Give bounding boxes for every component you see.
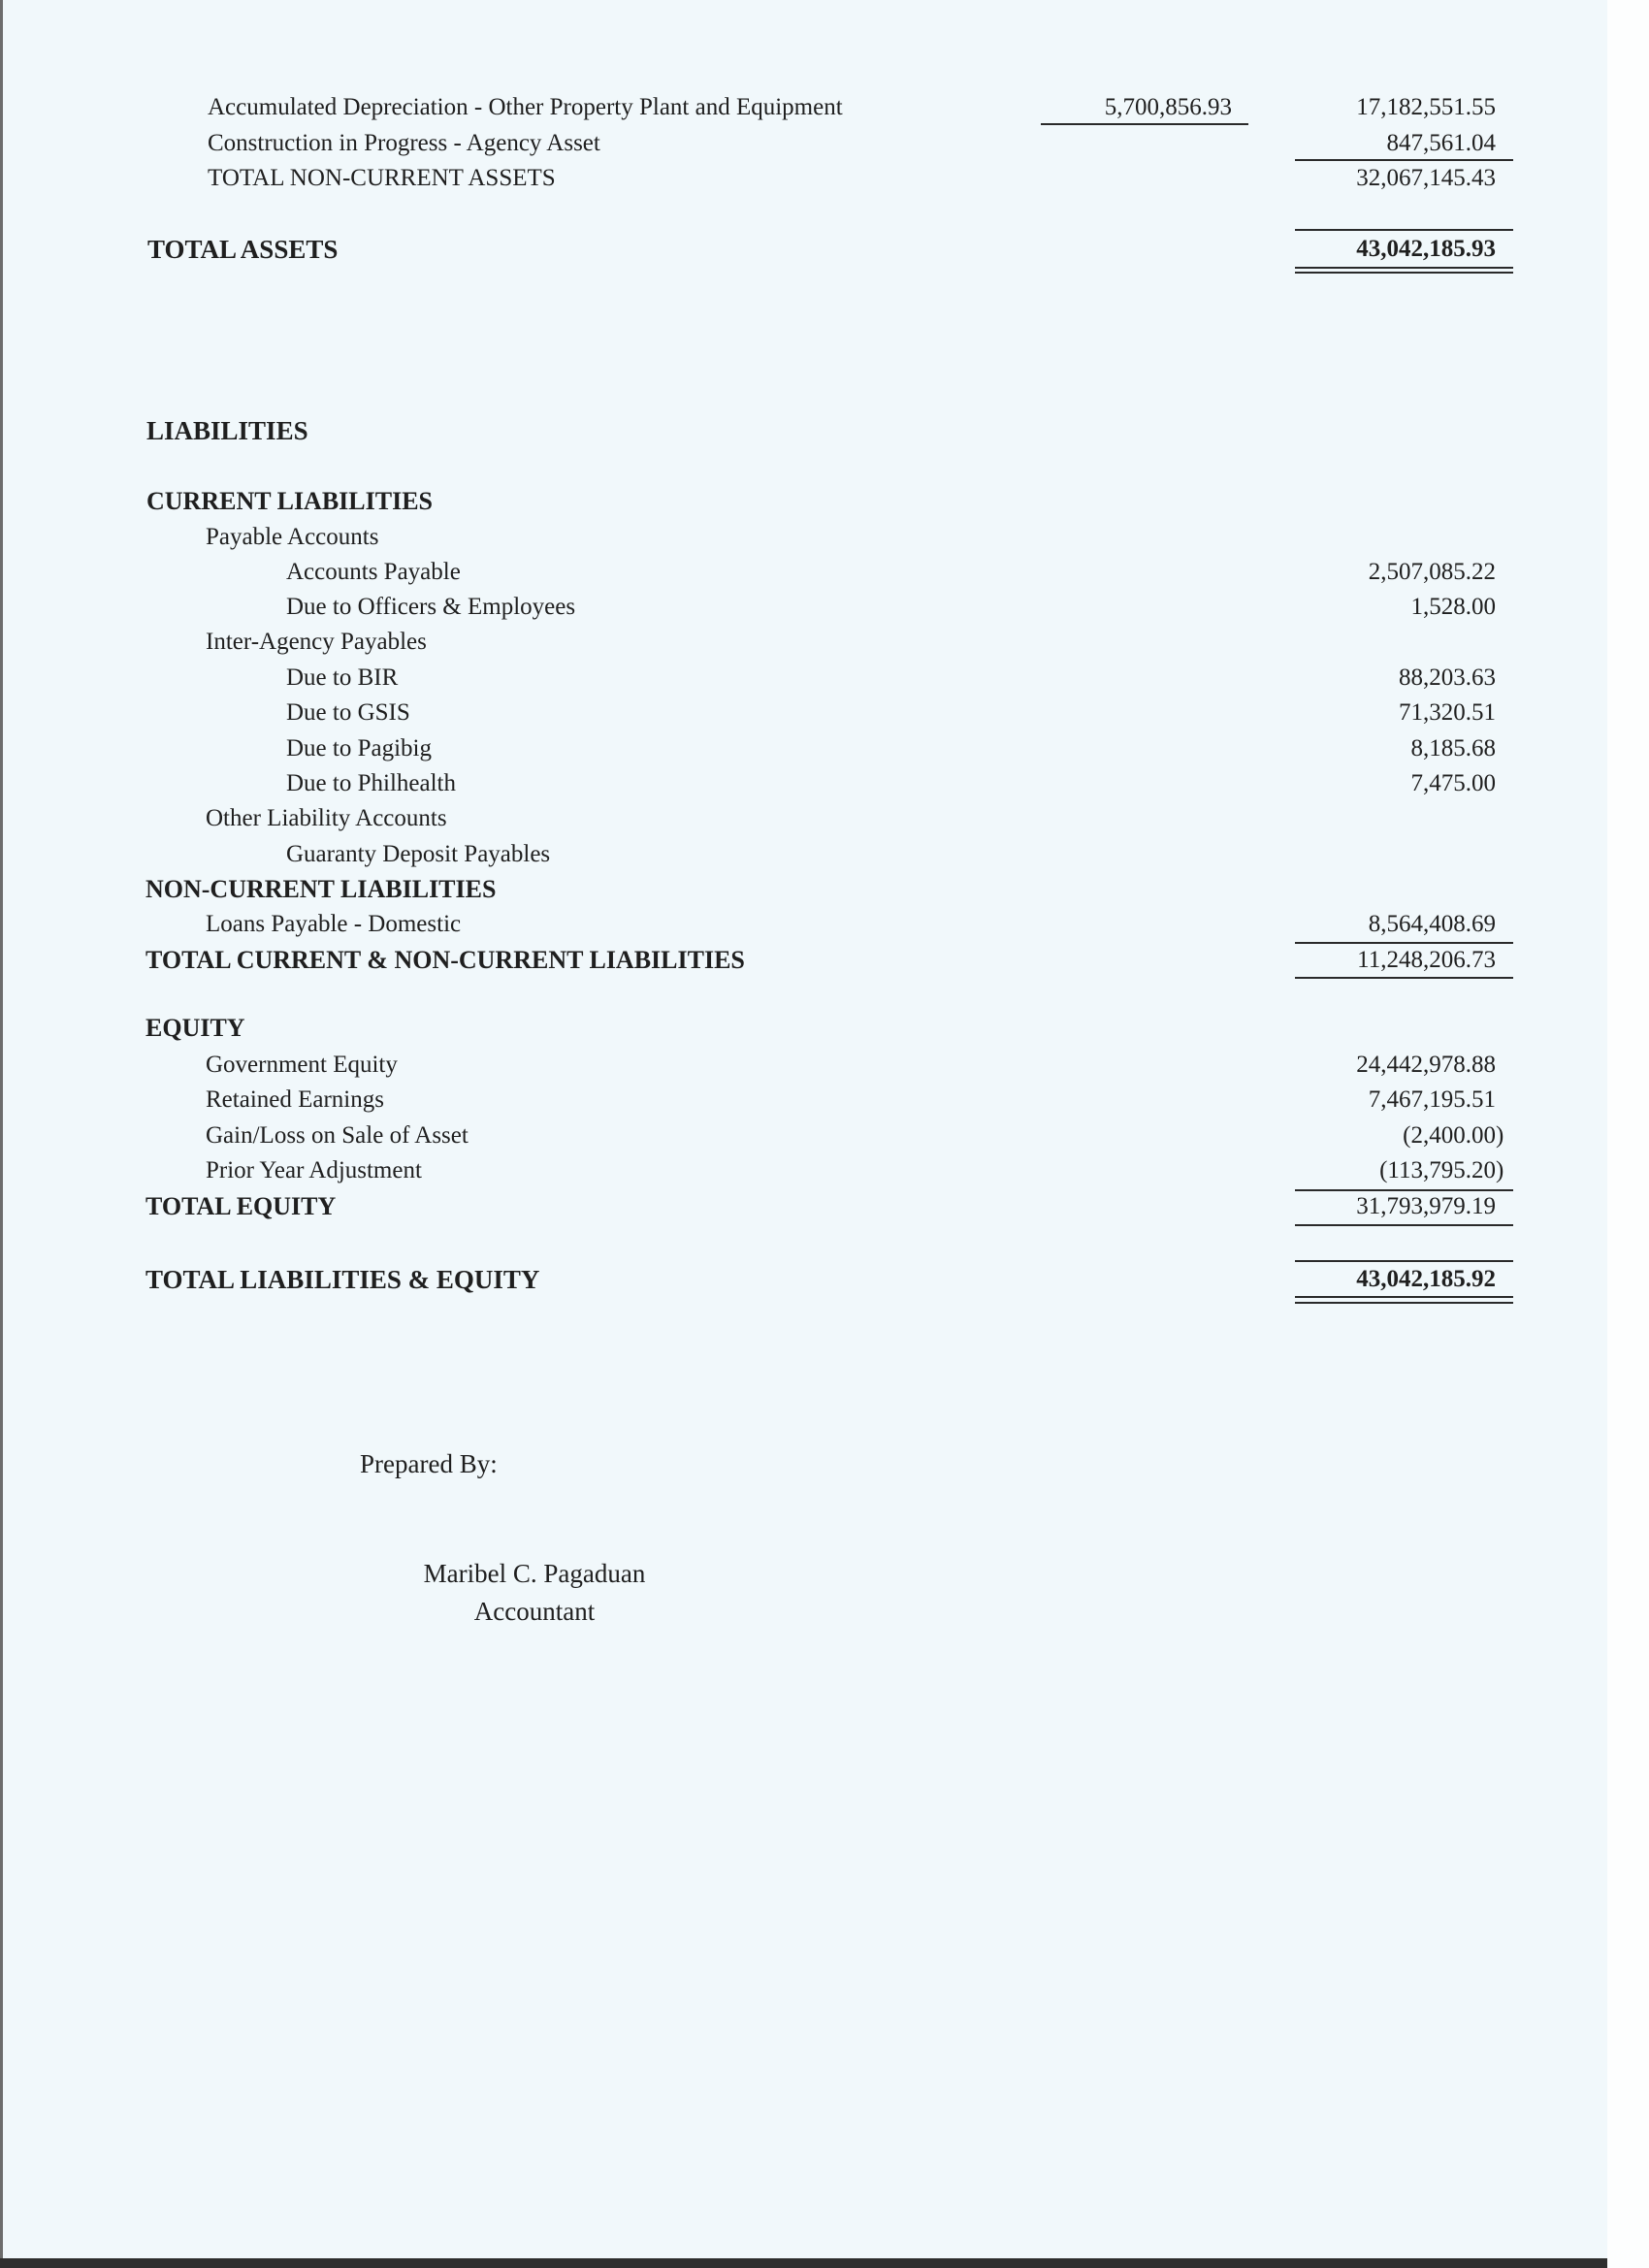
amount-due-to-bir: 88,203.63 [1399,664,1496,691]
scan-right-margin [1607,0,1649,2268]
current-liabilities-heading: CURRENT LIABILITIES [146,487,434,515]
group-label-other-liability-accounts: Other Liability Accounts [206,805,447,831]
double-rule-lower [1295,1302,1513,1304]
row-label-due-to-philhealth: Due to Philhealth [286,770,456,796]
row-label-government-equity: Government Equity [206,1052,398,1078]
amount-government-equity: 24,442,978.88 [1356,1052,1496,1078]
total-top-rule [1295,229,1513,231]
row-label-guaranty-deposit-payables: Guaranty Deposit Payables [286,841,551,867]
amount-prior-year-adjustment [1244,1156,1496,1185]
total-rule [1295,977,1513,979]
row-label-due-to-gsis: Due to GSIS [286,699,410,726]
prepared-by-label: Prepared By: [360,1449,498,1478]
amount-due-to-philhealth: 7,475.00 [1410,770,1496,796]
row-label-prior-year-adjustment: Prior Year Adjustment [206,1157,422,1183]
total-assets-amount: 43,042,185.93 [1356,236,1496,262]
row-label-total-non-current-assets: TOTAL NON-CURRENT ASSETS [208,165,556,191]
grand-total-label: TOTAL LIABILITIES & EQUITY [146,1265,540,1294]
amount-value: (2,400.00 [1403,1122,1496,1149]
group-label-payable-accounts: Payable Accounts [206,524,379,550]
row-label-accounts-payable: Accounts Payable [286,559,461,585]
group-label-inter-agency-payables: Inter-Agency Payables [206,629,427,655]
equity-heading: EQUITY [146,1014,245,1042]
subtotal-rule [1295,1189,1513,1191]
preparer-name: Maribel C. Pagaduan [423,1559,646,1588]
row-label-accumulated-depreciation: Accumulated Depreciation - Other Property Plant and Equipment [208,94,843,120]
amount-value: (113,795.20 [1379,1157,1496,1183]
amount-accounts-payable: 2,507,085.22 [1368,559,1496,585]
amount-accumulated-depreciation: 17,182,551.55 [1356,94,1496,120]
double-rule-lower [1295,272,1513,274]
total-assets-label: TOTAL ASSETS [147,235,339,264]
double-rule-upper [1295,267,1513,269]
total-liabilities-amount: 11,248,206.73 [1357,947,1496,973]
row-label-due-to-bir: Due to BIR [286,664,399,691]
row-label-due-to-officers: Due to Officers & Employees [286,594,576,620]
total-equity-label: TOTAL EQUITY [146,1192,337,1220]
amount-due-to-gsis: 71,320.51 [1399,699,1496,726]
double-rule-upper [1295,1296,1513,1298]
subtotal-rule [1295,942,1513,944]
preparer-title: Accountant [473,1597,596,1626]
row-label-retained-earnings: Retained Earnings [206,1086,384,1113]
total-rule [1295,1224,1513,1226]
subtotal-rule [1295,159,1513,161]
total-equity-amount: 31,793,979.19 [1356,1193,1496,1219]
amount-gain-loss-on-sale [1244,1121,1496,1150]
sub-amount-accumulated-depreciation: 5,700,856.93 [1104,94,1232,120]
row-label-loans-payable-domestic: Loans Payable - Domestic [206,911,462,937]
non-current-liabilities-heading: NON-CURRENT LIABILITIES [146,875,497,903]
amount-due-to-officers: 1,528.00 [1410,594,1496,620]
amount-due-to-pagibig: 8,185.68 [1410,735,1496,761]
grand-total-amount: 43,042,185.92 [1356,1266,1496,1292]
amount-retained-earnings: 7,467,195.51 [1368,1086,1496,1113]
row-label-due-to-pagibig: Due to Pagibig [286,735,432,761]
row-label-gain-loss-on-sale: Gain/Loss on Sale of Asset [206,1122,469,1149]
grand-total-top-rule [1295,1260,1513,1262]
scan-bottom-edge [0,2258,1607,2268]
total-liabilities-label: TOTAL CURRENT & NON-CURRENT LIABILITIES [146,946,745,974]
liabilities-heading: LIABILITIES [146,416,308,445]
amount-loans-payable-domestic: 8,564,408.69 [1368,911,1496,937]
scan-left-edge [0,0,3,2258]
subtotal-rule [1041,123,1248,125]
amount-total-non-current-assets: 32,067,145.43 [1356,165,1496,191]
amount-construction-in-progress: 847,561.04 [1386,130,1496,156]
row-label-construction-in-progress: Construction in Progress - Agency Asset [208,130,600,156]
